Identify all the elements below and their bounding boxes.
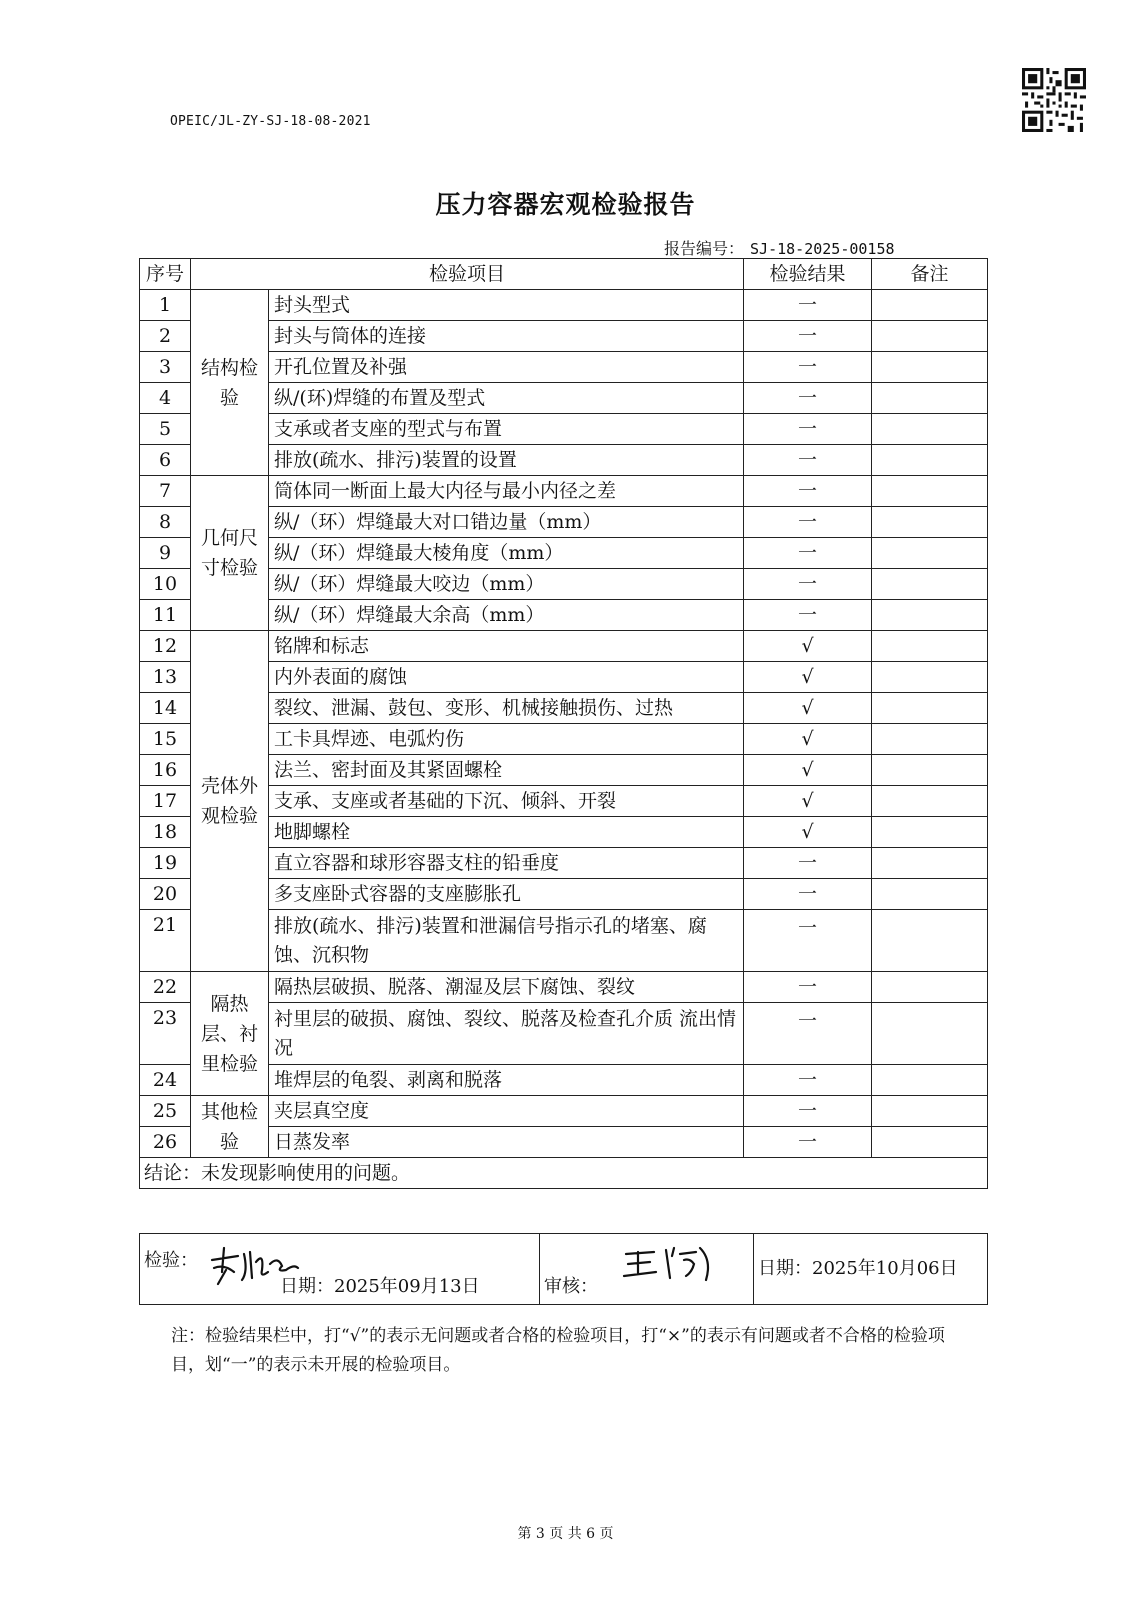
row-result: 一 xyxy=(744,600,872,631)
row-remark xyxy=(872,786,988,817)
row-result: 一 xyxy=(744,352,872,383)
inspection-date: 日期：2025年09月13日 xyxy=(280,1276,480,1297)
row-result: 一 xyxy=(744,972,872,1003)
table-row xyxy=(140,631,988,662)
row-item: 日蒸发率 xyxy=(269,1127,744,1158)
row-item: 封头与筒体的连接 xyxy=(269,321,744,352)
row-remark xyxy=(872,693,988,724)
row-result: 一 xyxy=(744,383,872,414)
row-item: 纵/（环）焊缝最大余高（mm） xyxy=(269,600,744,631)
review-date: 日期：2025年10月06日 xyxy=(758,1258,958,1279)
qr-code xyxy=(1022,68,1086,132)
row-remark xyxy=(872,1065,988,1096)
row-result: 一 xyxy=(744,290,872,321)
row-result: 一 xyxy=(744,1003,872,1065)
row-no: 25 xyxy=(140,1096,191,1127)
table-row xyxy=(140,972,988,1003)
row-result: 一 xyxy=(744,1127,872,1158)
row-no: 14 xyxy=(140,693,191,724)
header-item: 检验项目 xyxy=(191,259,744,290)
row-remark xyxy=(872,476,988,507)
row-result: 一 xyxy=(744,321,872,352)
report-number xyxy=(664,236,895,259)
row-item: 支承、支座或者基础的下沉、倾斜、开裂 xyxy=(269,786,744,817)
row-result: √ xyxy=(744,786,872,817)
row-result: 一 xyxy=(744,1096,872,1127)
row-result: √ xyxy=(744,631,872,662)
row-no: 26 xyxy=(140,1127,191,1158)
row-item: 隔热层破损、脱落、潮湿及层下腐蚀、裂纹 xyxy=(269,972,744,1003)
conclusion: 结论：未发现影响使用的问题。 xyxy=(140,1158,988,1189)
row-remark xyxy=(872,414,988,445)
row-result: √ xyxy=(744,724,872,755)
row-result: 一 xyxy=(744,879,872,910)
row-remark xyxy=(872,290,988,321)
reviewer-label: 审核： xyxy=(544,1276,598,1297)
signature-table xyxy=(139,1233,988,1305)
report-number-label: 报告编号： xyxy=(664,239,745,258)
row-remark xyxy=(872,507,988,538)
row-result: √ xyxy=(744,693,872,724)
header-remark: 备注 xyxy=(872,259,988,290)
row-no: 24 xyxy=(140,1065,191,1096)
row-result: 一 xyxy=(744,414,872,445)
row-result: √ xyxy=(744,755,872,786)
table-row xyxy=(140,1096,988,1127)
row-item: 多支座卧式容器的支座膨胀孔 xyxy=(269,879,744,910)
row-result: √ xyxy=(744,662,872,693)
row-item: 铭牌和标志 xyxy=(269,631,744,662)
row-result: 一 xyxy=(744,910,872,972)
row-item: 支承或者支座的型式与布置 xyxy=(269,414,744,445)
row-item: 法兰、密封面及其紧固螺栓 xyxy=(269,755,744,786)
row-no: 21 xyxy=(140,910,191,972)
inspector-cell xyxy=(140,1234,540,1305)
category-structure: 结构检验 xyxy=(191,290,269,476)
row-result: 一 xyxy=(744,569,872,600)
row-item: 工卡具焊迹、电弧灼伤 xyxy=(269,724,744,755)
row-remark xyxy=(872,1003,988,1065)
row-no: 10 xyxy=(140,569,191,600)
row-result: 一 xyxy=(744,507,872,538)
row-item: 地脚螺栓 xyxy=(269,817,744,848)
row-no: 17 xyxy=(140,786,191,817)
row-remark xyxy=(872,755,988,786)
row-remark xyxy=(872,724,988,755)
row-item: 裂纹、泄漏、鼓包、变形、机械接触损伤、过热 xyxy=(269,693,744,724)
category-appearance: 壳体外观检验 xyxy=(191,631,269,972)
review-date-cell xyxy=(754,1234,988,1305)
report-number-value: SJ-18-2025-00158 xyxy=(750,240,895,258)
row-no: 11 xyxy=(140,600,191,631)
row-no: 15 xyxy=(140,724,191,755)
row-remark xyxy=(872,538,988,569)
row-no: 7 xyxy=(140,476,191,507)
row-remark xyxy=(872,910,988,972)
row-no: 19 xyxy=(140,848,191,879)
row-no: 20 xyxy=(140,879,191,910)
table-row xyxy=(140,290,988,321)
row-item: 夹层真空度 xyxy=(269,1096,744,1127)
row-no: 18 xyxy=(140,817,191,848)
row-remark xyxy=(872,321,988,352)
row-item: 纵/（环）焊缝最大对口错边量（mm） xyxy=(269,507,744,538)
row-item: 纵/（环）焊缝最大棱角度（mm） xyxy=(269,538,744,569)
footnote: 注：检验结果栏中，打“√”的表示无问题或者合格的检验项目，打“×”的表示有问题或者不合格的检验项目，划“一”的表示未开展的检验项目。 xyxy=(171,1326,945,1375)
row-no: 4 xyxy=(140,383,191,414)
row-no: 2 xyxy=(140,321,191,352)
row-no: 23 xyxy=(140,1003,191,1065)
row-no: 6 xyxy=(140,445,191,476)
row-item: 直立容器和球形容器支柱的铅垂度 xyxy=(269,848,744,879)
row-result: 一 xyxy=(744,538,872,569)
row-no: 13 xyxy=(140,662,191,693)
row-remark xyxy=(872,1127,988,1158)
row-remark xyxy=(872,817,988,848)
row-remark xyxy=(872,383,988,414)
row-item: 排放(疏水、排污)装置和泄漏信号指示孔的堵塞、腐蚀、沉积物 xyxy=(269,910,744,972)
inspector-signature xyxy=(204,1242,304,1288)
row-result: 一 xyxy=(744,848,872,879)
row-result: √ xyxy=(744,817,872,848)
reviewer-cell xyxy=(540,1234,754,1305)
row-no: 3 xyxy=(140,352,191,383)
row-item: 筒体同一断面上最大内径与最小内径之差 xyxy=(269,476,744,507)
row-no: 5 xyxy=(140,414,191,445)
row-remark xyxy=(872,352,988,383)
row-item: 衬里层的破损、腐蚀、裂纹、脱落及检查孔介质 流出情况 xyxy=(269,1003,744,1065)
page-number: 第 3 页 共 6 页 xyxy=(517,1526,614,1542)
row-result: 一 xyxy=(744,445,872,476)
header-no: 序号 xyxy=(140,259,191,290)
conclusion-row xyxy=(140,1158,988,1189)
row-item: 排放(疏水、排污)装置的设置 xyxy=(269,445,744,476)
row-remark xyxy=(872,569,988,600)
row-remark xyxy=(872,972,988,1003)
row-remark xyxy=(872,1096,988,1127)
row-no: 8 xyxy=(140,507,191,538)
row-item: 内外表面的腐蚀 xyxy=(269,662,744,693)
row-item: 堆焊层的龟裂、剥离和脱落 xyxy=(269,1065,744,1096)
row-item: 开孔位置及补强 xyxy=(269,352,744,383)
row-remark xyxy=(872,879,988,910)
row-item: 封头型式 xyxy=(269,290,744,321)
row-item: 纵/(环)焊缝的布置及型式 xyxy=(269,383,744,414)
document-title: 压力容器宏观检验报告 xyxy=(435,190,696,219)
row-no: 16 xyxy=(140,755,191,786)
category-geometry: 几何尺寸检验 xyxy=(191,476,269,631)
row-no: 1 xyxy=(140,290,191,321)
row-remark xyxy=(872,600,988,631)
row-remark xyxy=(872,631,988,662)
header-result: 检验结果 xyxy=(744,259,872,290)
row-remark xyxy=(872,662,988,693)
row-result: 一 xyxy=(744,476,872,507)
inspection-table xyxy=(139,258,988,1189)
table-row xyxy=(140,476,988,507)
document-code: OPEIC/JL-ZY-SJ-18-08-2021 xyxy=(170,114,371,129)
row-no: 22 xyxy=(140,972,191,1003)
row-result: 一 xyxy=(744,1065,872,1096)
row-remark xyxy=(872,848,988,879)
reviewer-signature xyxy=(620,1240,720,1288)
inspector-label: 检验： xyxy=(144,1250,198,1271)
row-no: 12 xyxy=(140,631,191,662)
category-other: 其他检验 xyxy=(191,1096,269,1158)
row-no: 9 xyxy=(140,538,191,569)
category-insulation: 隔热层、衬里检验 xyxy=(191,972,269,1096)
row-remark xyxy=(872,445,988,476)
table-header-row xyxy=(140,259,988,290)
row-item: 纵/（环）焊缝最大咬边（mm） xyxy=(269,569,744,600)
